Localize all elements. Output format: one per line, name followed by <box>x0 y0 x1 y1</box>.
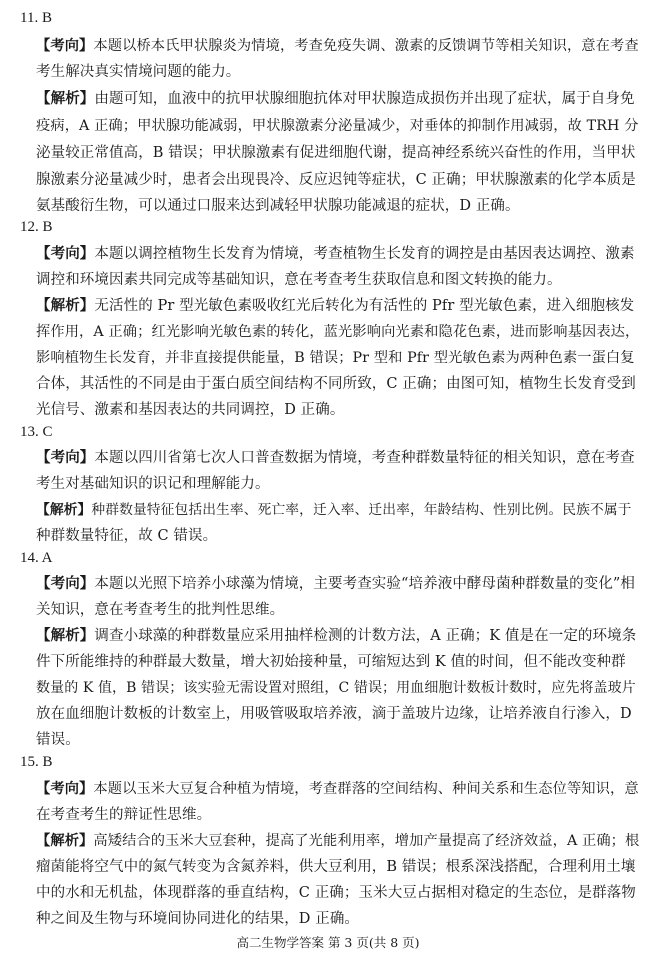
jiexi-line: 种群数量特征，故 C 错误。 <box>36 528 218 544</box>
text-line: 本题以四川省第七次人口普查数据为情境，考查种群数量特征的相关知识，意在考查 <box>94 450 635 466</box>
kaoxiang-line: 考生解决真实情境问题的能力。 <box>36 64 241 80</box>
kaoxiang-line <box>36 448 636 468</box>
jiexi-line <box>36 89 636 109</box>
jiexi-line <box>36 500 636 520</box>
question-number: 12. B <box>20 219 53 235</box>
kaoxiang-tag: 【考向】 <box>36 245 95 262</box>
kaoxiang-tag: 【考向】 <box>36 38 94 54</box>
jiexi-line: 疫病，A 正确；甲状腺功能减弱，甲状腺激素分泌量减少，对垂体的抑制作用减弱，故 TRH 分 <box>36 118 639 134</box>
jiexi-tag: 【解析】 <box>36 297 95 314</box>
kaoxiang-line: 关知识，意在考查考生的批判性思维。 <box>36 602 285 618</box>
kaoxiang-tag: 【考向】 <box>36 781 94 797</box>
jiexi-line <box>36 831 640 851</box>
text-line: 本题以调控植物生长发育为情境，考查植物生长发育的调控是由基因表达调控、激素 <box>94 246 635 262</box>
jiexi-tag: 【解析】 <box>36 502 92 518</box>
jiexi-line <box>36 296 636 316</box>
text-line: 调查小球藻的种群数量应采用抽样检测的计数方法，A 正确；K 值是在一定的环境条 <box>94 628 637 644</box>
jiexi-line: 瘤菌能将空气中的氮气转变为含氮养料，供大豆利用，B 错误；根系深浅搭配，合理利用土壤 <box>36 859 636 875</box>
jiexi-line: 氨基酸衍生物，可以通过口服来达到减轻甲状腺功能减退的症状，D 正确。 <box>36 198 520 214</box>
kaoxiang-line: 调控和环境因素共同完成等基础知识，意在考查考生获取信息和图文转换的能力。 <box>36 272 562 288</box>
jiexi-line <box>36 626 636 646</box>
jiexi-line: 件下所能维持的种群最大数量，增大初始接种量，可缩短达到 K 值的时间，但不能改变种群 <box>36 654 626 670</box>
text-line: 由题可知，血液中的抗甲状腺细胞抗体对甲状腺造成损伤并出现了症状，属于自身免 <box>94 91 635 107</box>
kaoxiang-line <box>36 574 636 594</box>
page-footer: 高二生物学答案 第 3 页(共 8 页) <box>236 935 420 950</box>
text-line: 本题以桥本氏甲状腺炎为情境，考查免疫失调、激素的反馈调节等相关知识，意在考查 <box>93 38 639 54</box>
kaoxiang-line <box>36 36 639 56</box>
jiexi-line: 放在血细胞计数板的计数室上，用吸管吸取培养液，滴于盖玻片边缘，让培养液自行渗入，D <box>36 706 632 722</box>
kaoxiang-line: 在考查考生的辩证性思维。 <box>36 807 212 823</box>
text-line: 本题以玉米大豆复合种植为情境，考查群落的空间结构、种间关系和生态位等知识，意 <box>93 781 639 797</box>
jiexi-line: 光信号、激素和基因表达的共同调控，D 正确。 <box>36 402 345 418</box>
jiexi-line: 挥作用，A 正确；红光影响光敏色素的转化，蓝光影响向光素和隐花色素，进而影响基因表达， <box>36 324 640 340</box>
kaoxiang-line <box>36 779 639 799</box>
jiexi-line: 腺激素分泌量减少时，患者会出现畏冷、反应迟钝等症状，C 正确；甲状腺激素的化学本质是 <box>36 172 636 188</box>
text-line: 高矮结合的玉米大豆套种，提高了光能利用率，增加产量提高了经济效益，A 正确；根 <box>93 833 640 849</box>
jiexi-tag: 【解析】 <box>36 90 95 107</box>
jiexi-line: 合体，其活性的不同是由于蛋白质空间结构不同所致，C 正确；由图可知，植物生长发育受到 <box>36 376 636 392</box>
text-line: 本题以光照下培养小球藻为情境，主要考查实验“培养液中酵母菌种群数量的变化”相 <box>94 576 636 592</box>
kaoxiang-tag: 【考向】 <box>36 575 95 592</box>
jiexi-line: 泌量较正常值高，B 错误；甲状腺激素有促进细胞代谢，提高神经系统兴奋性的作用，当甲状 <box>36 145 636 161</box>
kaoxiang-tag: 【考向】 <box>36 449 95 466</box>
question-number: 11. B <box>20 10 52 26</box>
jiexi-line: 数量的 K 值，B 错误；该实验无需设置对照组，C 错误；用血细胞计数板计数时，应先将盖玻片 <box>36 680 636 696</box>
text-line: 种群数量特征包括出生率、死亡率，迁入率、迁出率，年龄结构、性别比例。民族不属于 <box>91 502 632 518</box>
question-number: 14. A <box>20 550 53 566</box>
jiexi-line: 影响植物生长发育，并非直接提供能量，B 错误；Pr 型和 Pfr 型光敏色素为两种色素一蛋白复 <box>36 350 635 366</box>
question-number: 15. B <box>20 754 53 770</box>
jiexi-tag: 【解析】 <box>36 833 94 849</box>
jiexi-line: 中的水和无机盐，体现群落的垂直结构，C 正确；玉米大豆占据相对稳定的生态位，是群落物 <box>36 885 636 901</box>
jiexi-tag: 【解析】 <box>36 627 95 644</box>
text-line: 无活性的 Pr 型光敏色素吸收红光后转化为有活性的 Pfr 型光敏色素，进入细胞核发 <box>94 298 635 314</box>
kaoxiang-line <box>36 244 636 264</box>
jiexi-line: 种之间及生物与环境间协同进化的结果，D 正确。 <box>36 911 360 927</box>
kaoxiang-line: 考生对基础知识的识记和理解能力。 <box>36 476 270 492</box>
question-number: 13. C <box>20 424 53 440</box>
jiexi-line: 错误。 <box>36 732 80 748</box>
